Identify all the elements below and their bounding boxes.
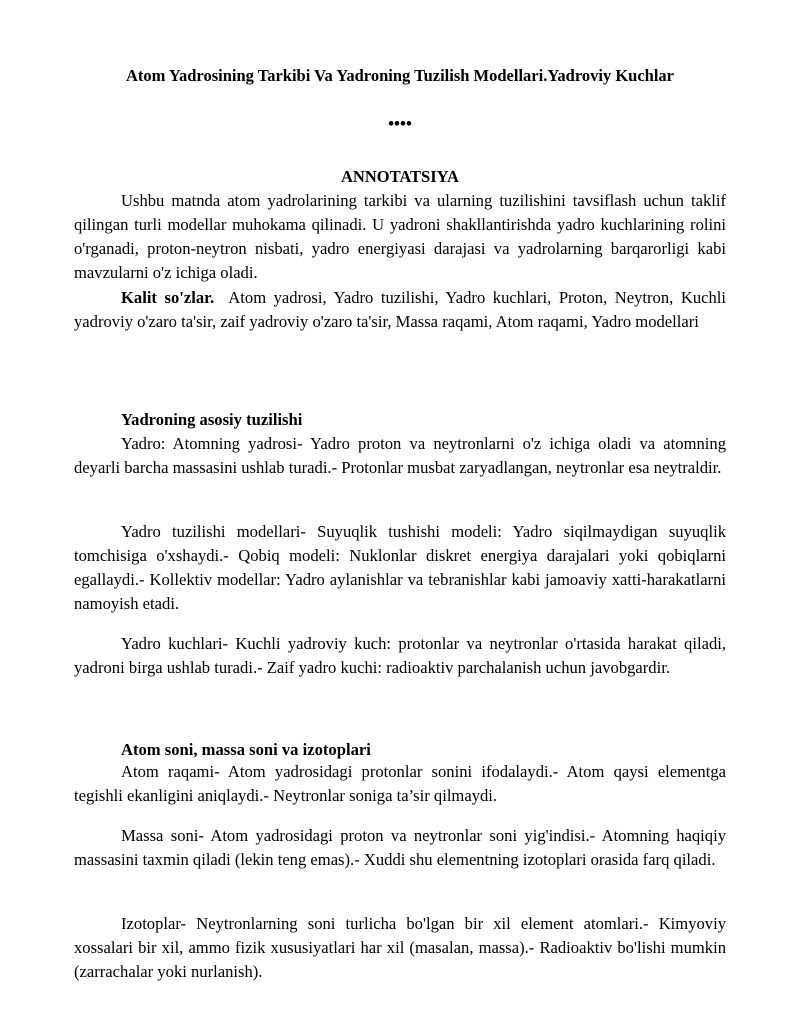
paragraph-models: Yadro tuzilishi modellari- Suyuqlik tushishi modeli: Yadro siqilmaydigan suyuqlik tomchisiga o'xshaydi.- Qobiq modeli: Nuklonlar diskret energiya darajalari yoki qobiqlarni egallaydi.- Kollektiv modellar: Yadro aylanishlar va tebranishlar kabi jamoaviy xatti-harakatlarni namoyish etadi. bbox=[74, 522, 726, 613]
paragraph-nucleus: Yadro: Atomning yadrosi- Yadro proton va neytronlarni o'z ichiga oladi va atomning deyarli barcha massasini ushlab turadi.- Protonlar musbat zaryadlangan, neytronlar esa neytraldir. bbox=[74, 434, 726, 477]
document-title: Atom Yadrosining Tarkibi Va Yadroning Tuzilish Modellari.Yadroviy Kuchlar bbox=[125, 66, 674, 85]
paragraph-isotopes: Izotoplar- Neytronlarning soni turlicha bo'lgan bir xil element atomlari.- Kimyoviy xossalari bir xil, ammo fizik xususiyatlari har xil (masalan, massa).- Radioaktiv bo'lishi mumkin (zarrachalar yoki nurlanish). bbox=[74, 914, 726, 981]
paragraph-forces: Yadro kuchlari- Kuchli yadroviy kuch: protonlar va neytronlar o'rtasida harakat qiladi, yadroni birga ushlab turadi.- Zaif yadro kuchi: radioaktiv parchalanish uchun javobgardir. bbox=[74, 634, 726, 677]
annotation-heading: ANNOTATSIYA bbox=[341, 167, 459, 186]
paragraph-mass-number: Massa soni- Atom yadrosidagi proton va neytronlar soni yig'indisi.- Atomning haqiqiy massasini taxmin qiladi (lekin teng emas).- Xuddi shu elementning izotoplari orasida farq qiladi. bbox=[74, 826, 726, 869]
keywords-text: Atom yadrosi, Yadro tuzilishi, Yadro kuchlari, Proton, Neytron, Kuchli yadroviy o'zaro ta'sir, zaif yadroviy o'zaro ta'sir, Massa raqami, Atom raqami, Yadro modellari bbox=[74, 288, 726, 331]
title-separator: •••• bbox=[388, 114, 412, 133]
keywords-label: Kalit so'zlar. bbox=[121, 288, 215, 307]
keywords-paragraph bbox=[74, 286, 726, 334]
section-heading-structure: Yadroning asosiy tuzilishi bbox=[121, 410, 303, 429]
paragraph-atomic-number: Atom raqami- Atom yadrosidagi protonlar sonini ifodalaydi.- Atom qaysi elementga tegishli ekanligini aniqlaydi.- Neytronlar soniga ta’sir qilmaydi. bbox=[74, 762, 726, 805]
annotation-paragraph: Ushbu matnda atom yadrolarining tarkibi va ularning tuzilishini tavsiflash uchun taklif qilingan turli modellar muhokama qilinadi. U yadroni shakllantirishda yadro kuchlarining rolini o'rganadi, proton-neytron nisbati, yadro energiyasi darajasi va yadrolarning barqarorligi kabi mavzularni o'z ichiga oladi. bbox=[74, 191, 726, 282]
section-heading-isotopes: Atom soni, massa soni va izotoplari bbox=[121, 740, 371, 759]
